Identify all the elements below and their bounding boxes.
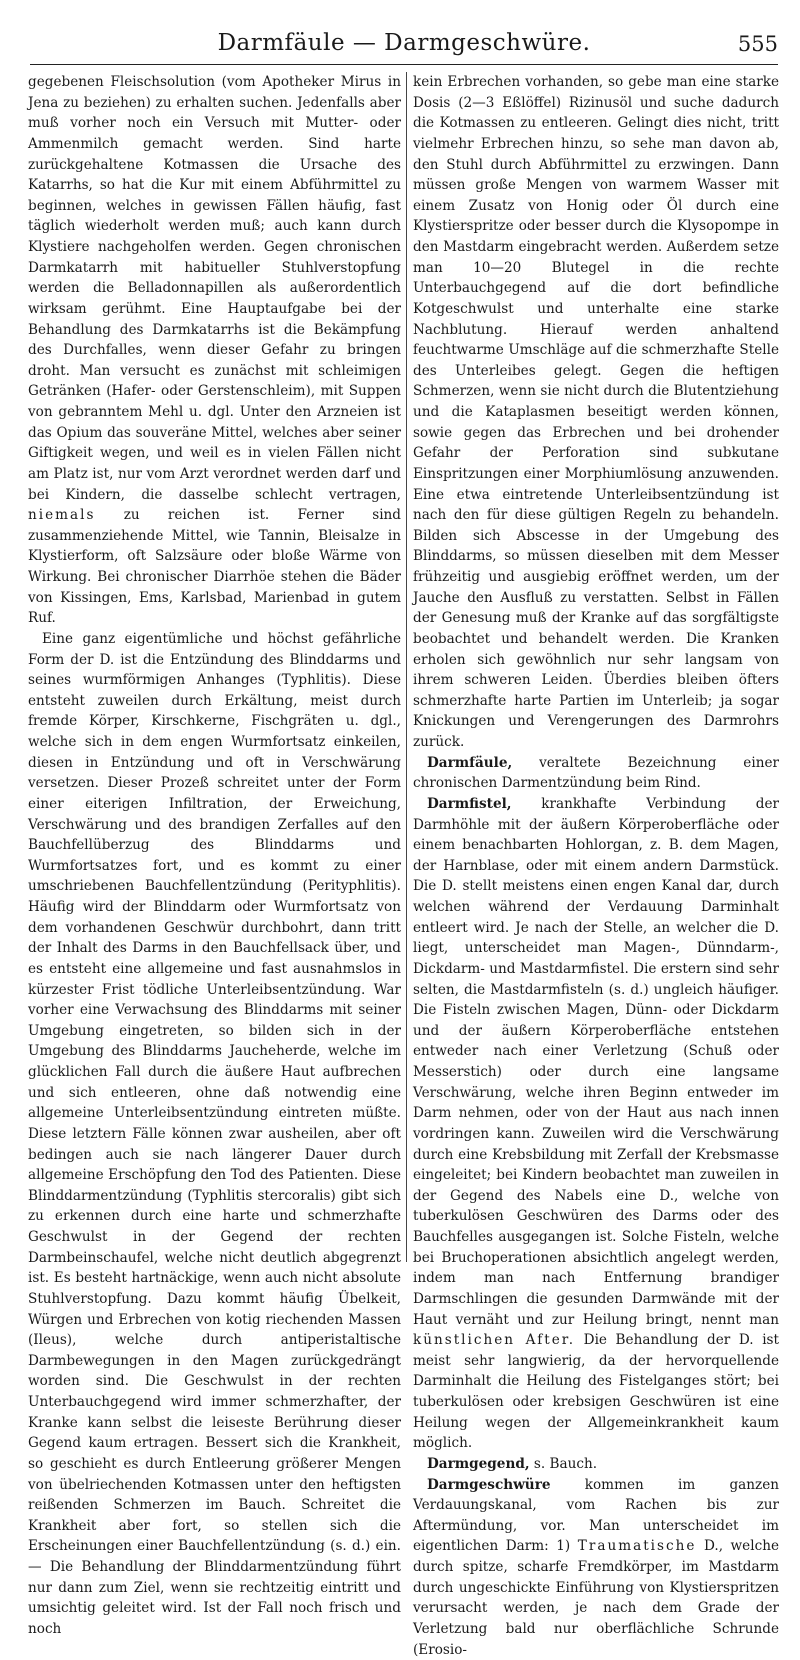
entry-text: s. Bauch. — [534, 1456, 597, 1472]
column-divider — [406, 72, 407, 1262]
entry-text: Die Behandlung der D. ist meist sehr langwierig, da der hervorquellende Darminhalt die Heilung des Fistelganges stört; bei tuberkulösen oder krebsigen Geschwüren ist eine Heilung wegen der Allgemeinkrankheit kaum möglich. — [413, 1332, 779, 1451]
entry-text: veraltete Bezeichnung einer chronischen Darmentzündung beim Rind. — [413, 755, 779, 792]
text-run: zu reichen ist. Ferner sind zusammenziehende Mittel, wie Tannin, Bleisalze in Klystierform, oft Salzsäure oder bloße Wärme von Wirkung. Bei chronischer Diarrhöe stehen die Bäder von Kissingen, Ems, Karlsbad, Marienbad in gutem Ruf. — [28, 507, 401, 626]
text-run: gegebenen Fleischsolution (vom Apotheker Mirus in Jena zu beziehen) zu erhalten suchen. Jedenfalls aber muß vorher noch ein Versuch mit Mutter- oder Ammenmilch gemacht werden. Sind harte zurückgehaltene Kotmassen die Ursache des Katarrhs, so hat die Kur mit einem Abführmittel zu beginnen, welches in gewissen Fällen häufig, fast täglich wiederholt werden muß; auch kann durch Klystiere nachgeholfen werden. Gegen chronischen Darmkatarrh mit habitueller Stuhlverstopfung werden die Belladonnapillen als außerordentlich wirksam gerühmt. Eine Hauptaufgabe bei der Behandlung des Darmkatarrhs ist die Bekämpfung des Durchfalles, wenn dieser Gefahr zu bringen droht. Man versucht es zunächst mit schleimigen Getränken (Hafer- oder Gerstenschleim), mit Suppen von gebranntem Mehl u. dgl. Unter den Arzneien ist das Opium das souveräne Mittel, welches aber seiner Giftigkeit wegen, und weil es in vielen Fällen nicht am Platz ist, nur vom Arzt verordnet werden darf und bei Kindern, die dasselbe schlecht vertragen, — [28, 74, 401, 503]
page-header — [30, 24, 778, 64]
paragraph: kein Erbrechen vorhanden, so gebe man eine starke Dosis (2—3 Eßlöffel) Rizinusöl und suche dadurch die Kotmassen zu entleeren. Gelingt dies nicht, tritt vielmehr Erbrechen hinzu, so sehe man davon ab, den Stuhl durch Abführmittel zu erzwingen. Dann müssen große Mengen von warmem Wasser mit einem Zusatz von Honig oder Öl durch eine Klystierspritze oder besser durch die Klysopompe in den Mastdarm eingebracht werden. Außerdem setze man 10—20 Blutegel in die rechte Unterbauchgegend auf die dort befindliche Kotgeschwulst und unterhalte eine starke Nachblutung. Hierauf werden anhaltend feuchtwarme Umschläge auf die schmerzhafte Stelle des Unterleibes gelegt. Gegen die heftigen Schmerzen, wenn sie nicht durch die Blutentziehung und die Kataplasmen beseitigt werden können, sowie gegen das Erbrechen und bei drohender Gefahr der Perforation sind subkutane Einspritzungen einer Morphiumlösung anzuwenden. Eine etwa eintretende Unterleibsentzündung ist nach den für diese gültigen Regeln zu behandeln. Bilden sich Abscesse in der Umgebung des Blinddarms, so müssen dieselben mit dem Messer frühzeitig und ausgiebig eröffnet werden, um der Jauche den Ausfluß zu verstatten. Selbst in Fällen der Genesung muß der Kranke auf das sorgfältigste beobachtet und behandelt werden. Die Kranken erholen sich gewöhnlich nur sehr langsam von ihrem schweren Leiden. Überdies bleiben öfters schmerzhafte harte Partien im Unterleib; ja sogar Knickungen und Verengerungen des Darmrohrs zurück. — [413, 72, 779, 753]
entry-text: D., welche durch spitze, scharfe Fremdkörper, im Mastdarm durch ungeschickte Einführung von Klystierspritzen verursacht werden, je nach dem Grade der Verletzung bald nur oberflächliche Schrunde (Erosio- — [413, 1538, 779, 1657]
page-number: 555 — [738, 32, 778, 56]
entry-headword: Darmfistel, — [427, 796, 512, 812]
entry-headword: Darmgeschwüre — [427, 1477, 551, 1493]
right-column — [413, 72, 779, 1264]
running-head: Darmfäule — Darmgeschwüre. — [30, 30, 778, 56]
entry-text: kommen im ganzen Verdauungskanal, vom Rachen bis zur Aftermündung, vor. Man unterscheidet im eigentlichen Darm: 1) — [413, 1477, 779, 1555]
entry-darmgegend — [413, 1454, 779, 1475]
spaced-emphasis: Traumatische — [578, 1538, 697, 1554]
paragraph — [28, 72, 401, 629]
spaced-emphasis: niemals — [28, 507, 95, 523]
entry-darmfaeule — [413, 753, 779, 794]
entry-headword: Darmgegend, — [427, 1456, 530, 1472]
spaced-emphasis: künstlichen After. — [413, 1332, 575, 1348]
entry-text: krankhafte Verbindung der Darmhöhle mit der äußern Körperoberfläche oder einem benachbarten Hohlorgan, z. B. dem Magen, der Harnblase, oder mit einem andern Darmstück. Die D. stellt meistens einen engen Kanal dar, durch welchen während der Verdauung Darminhalt entleert wird. Je nach der Stelle, an welcher die D. liegt, unterscheidet man Magen-, Dünndarm-, Dickdarm- und Mastdarmfistel. Die erstern sind sehr selten, die Mastdarmfisteln (s. d.) ungleich häufiger. Die Fisteln zwischen Magen, Dünn- oder Dickdarm und der äußern Körperoberfläche entstehen entweder nach einer Verletzung (Schuß oder Messerstich) oder durch eine langsame Verschwärung, welche ihren Beginn entweder im Darm nehmen, oder von der Haut aus nach innen vordringen kann. Zuweilen wird die Verschwärung durch eine Krebsbildung mit Zerfall der Krebsmasse eingeleitet; bei Kindern beobachtet man zuweilen in der Gegend des Nabels eine D., welche von tuberkulösen Geschwüren des Darms oder des Bauchfelles ausgegangen ist. Solche Fisteln, welche bei Bruchoperationen absichtlich angelegt werden, indem man nach Entfernung brandiger Darmschlingen die gesunden Darmwände mit der Haut vernäht und zur Heilung bringt, nennt man — [413, 796, 779, 1328]
header-rule — [30, 64, 778, 65]
entry-darmfistel — [413, 794, 779, 1454]
entry-headword: Darmfäule, — [427, 755, 512, 771]
paragraph: Eine ganz eigentümliche und höchst gefährliche Form der D. ist die Entzündung des Blinddarms und seines wurmförmigen Anhanges (Typhlitis). Diese entsteht zuweilen durch Erkältung, meist durch fremde Körper, Kirschkerne, Fischgräten u. dgl., welche sich in dem engen Wurmfortsatz einkeilen, diesen in Entzündung und oft in Verschwärung versetzen. Dieser Prozeß schreitet unter der Form einer eiterigen Infiltration, der Erweichung, Verschwärung und des brandigen Zerfalles auf den Bauchfellüberzug des Blinddarms und Wurmfortsatzes fort, und es kommt zu einer umschriebenen Bauchfellentzündung (Perityphlitis). Häufig wird der Blinddarm oder Wurmfortsatz von dem vorhandenen Geschwür durchbohrt, dann tritt der Inhalt des Darms in den Bauchfellsack über, und es entsteht eine allgemeine und fast ausnahmslos in kürzester Frist tödliche Unterleibsentzündung. War vorher eine Verwachsung des Blinddarms mit seiner Umgebung eingetreten, so bilden sich in der Umgebung des Blinddarms Jaucheherde, welche im glücklichen Fall durch die äußere Haut aufbrechen und sich entleeren, ohne daß notwendig eine allgemeine Unterleibsentzündung eintreten müßte. Diese letztern Fälle können zwar ausheilen, aber oft bedingen auch sie nach längerer Dauer durch allgemeine Erschöpfung den Tod des Patienten. Diese Blinddarmentzündung (Typhlitis stercoralis) gibt sich zu erkennen durch eine harte und schmerzhafte Geschwulst in der Gegend der rechten Darmbeinschaufel, welche nicht deutlich abgegrenzt ist. Es besteht hartnäckige, wenn auch nicht absolute Stuhlverstopfung. Dazu kommt häufig Übelkeit, Würgen und Erbrechen von kotig riechenden Massen (Ileus), welche durch antiperistaltische Darmbewegungen in den Magen zurückgedrängt worden sind. Die Geschwulst in der rechten Unterbauchgegend wird immer schmerzhafter, der Kranke kann selbst die leiseste Berührung dieser Gegend kaum ertragen. Bessert sich die Krankheit, so geschieht es durch Entleerung größerer Mengen von übelriechenden Kotmassen unter den heftigsten reißenden Schmerzen im Bauch. Schreitet die Krankheit aber fort, so stellen sich die Erscheinungen einer Bauchfellentzündung (s. d.) ein. — Die Behandlung der Blinddarmentzündung führt nur dann zum Ziel, wenn sie rechtzeitig eintritt und umsichtig geleitet wird. Ist der Fall noch frisch und noch — [28, 629, 401, 1640]
entry-darmgeschwuere — [413, 1475, 779, 1660]
left-column — [28, 72, 401, 1264]
